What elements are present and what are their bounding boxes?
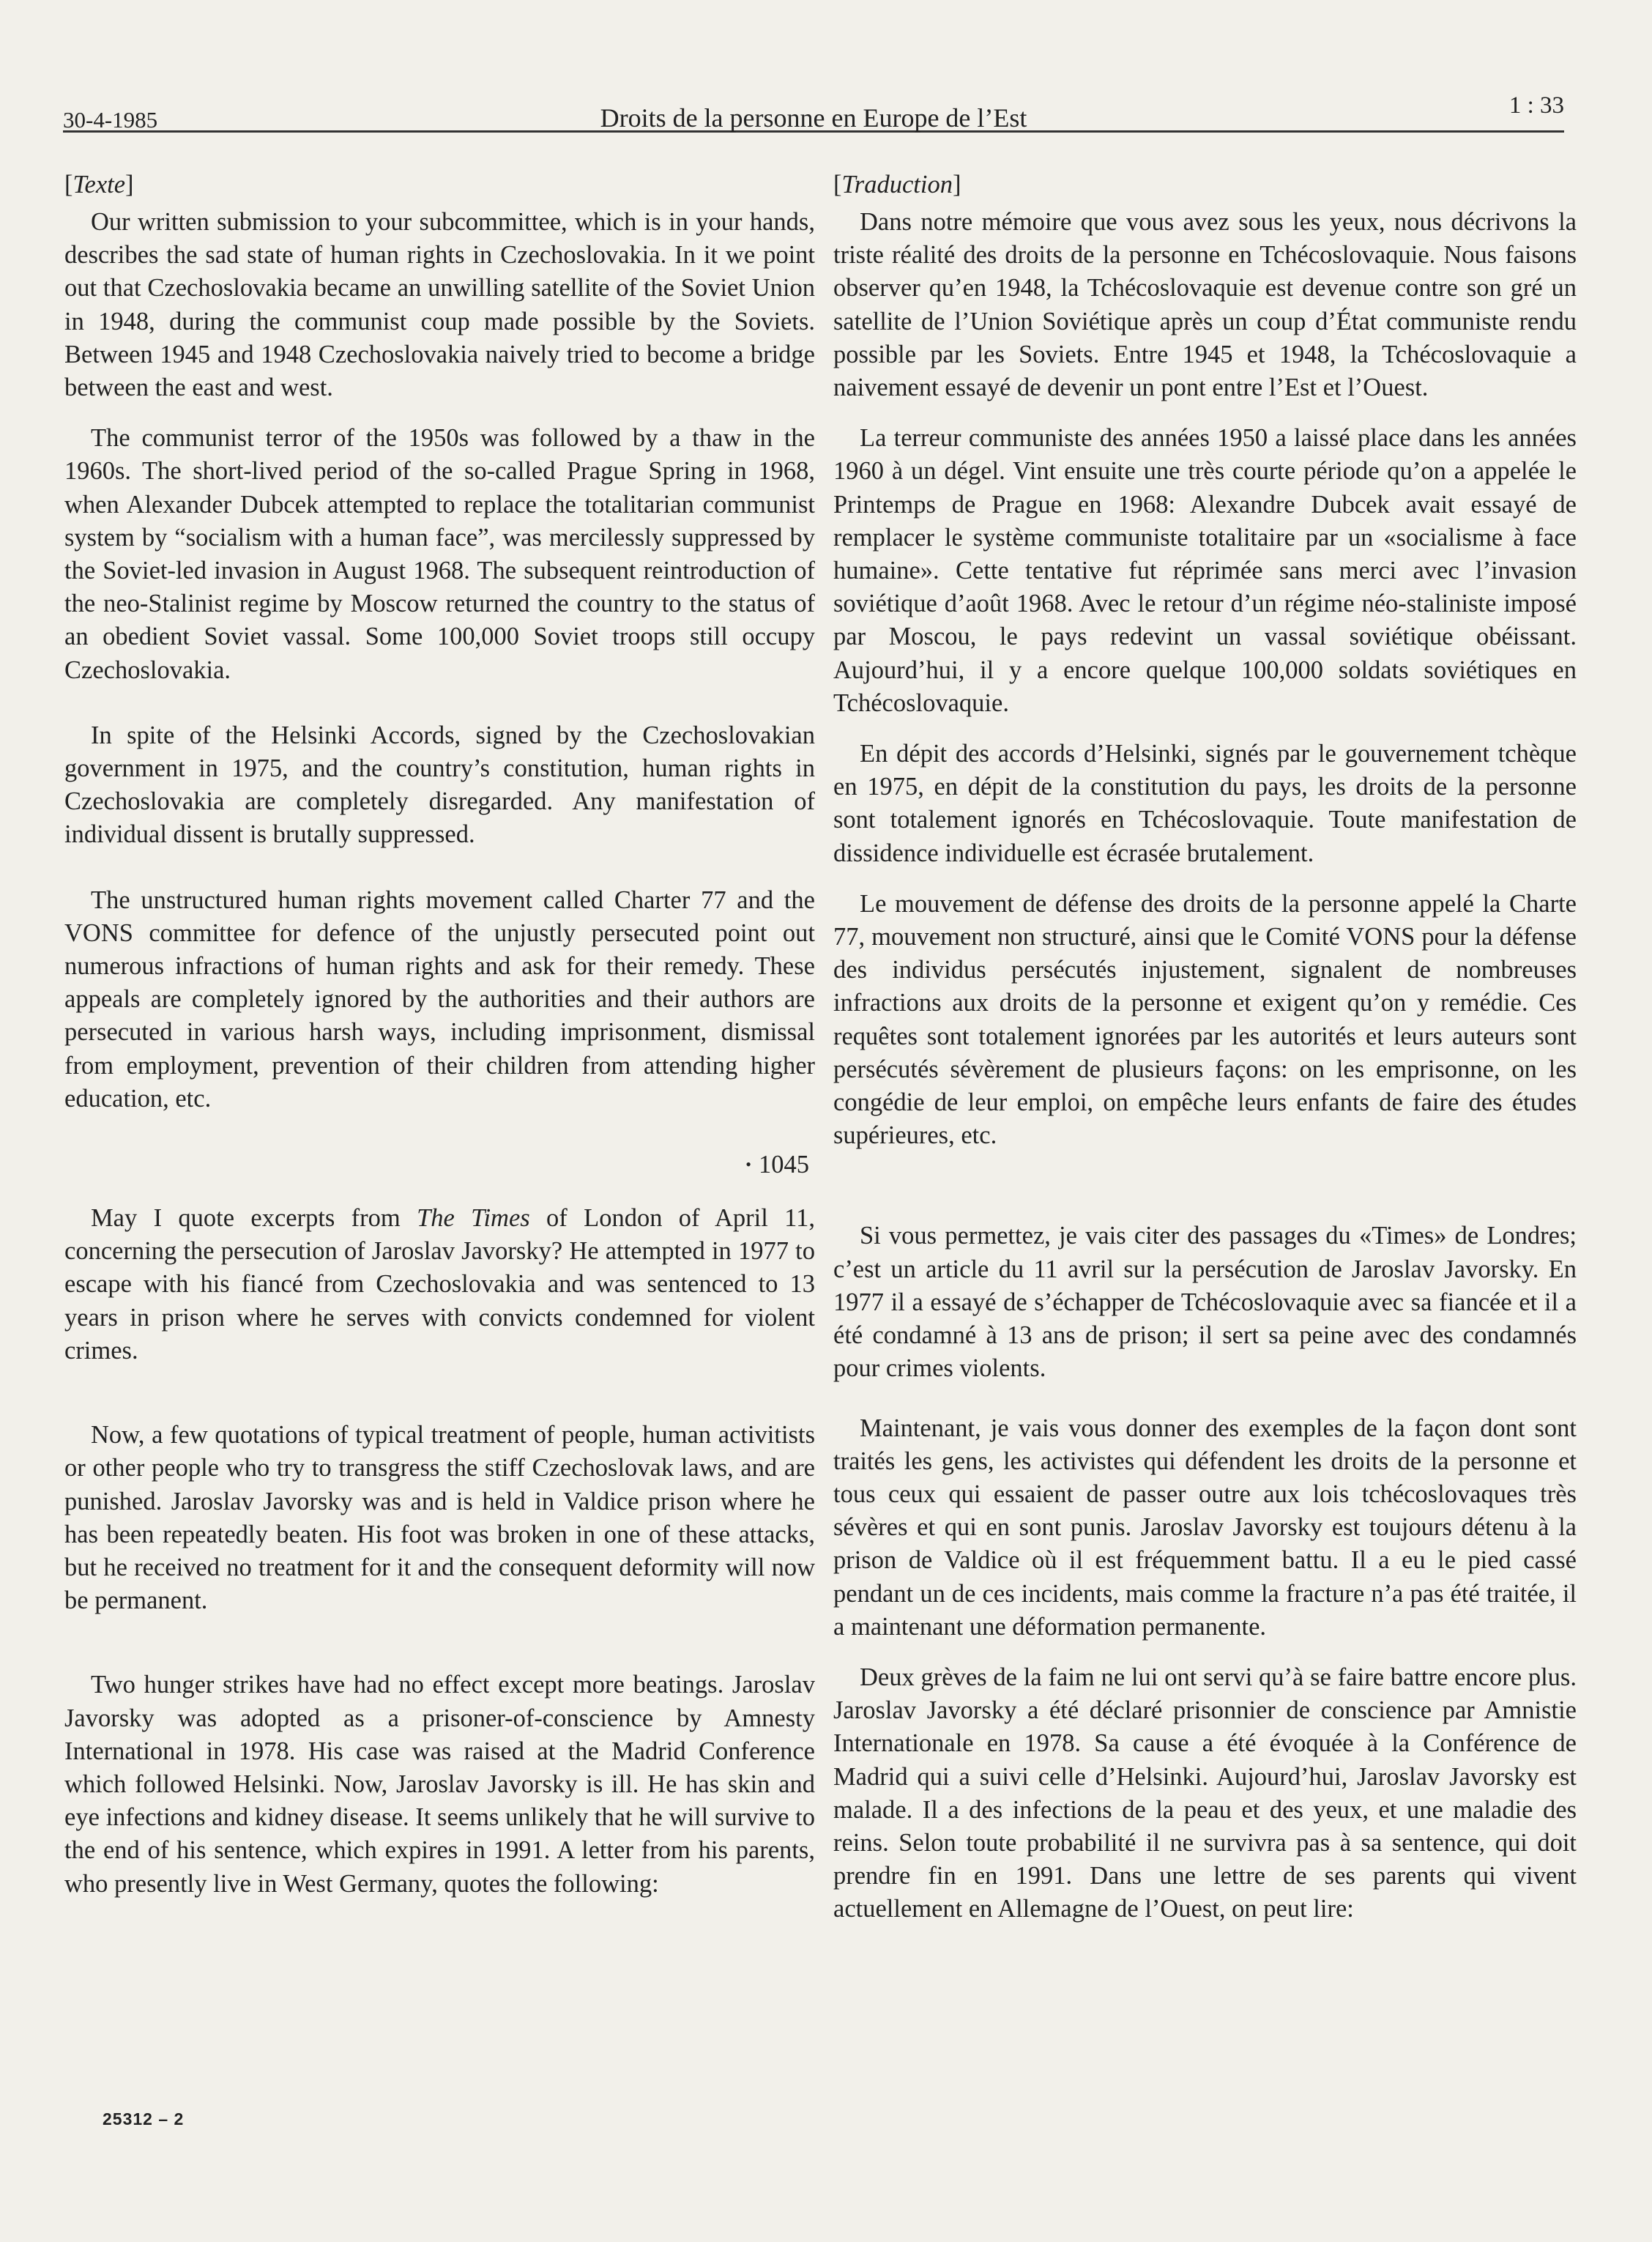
- document-reference-code: 25312 – 2: [103, 2109, 185, 2128]
- paragraph: Deux grèves de la faim ne lui ont servi qu’à se faire battre encore plus. Jaroslav Javorsky a été déclaré prisonnier de conscience par Amnistie Internationale en 1978. Sa cause a été évoquée à la Conférence de Madrid qui a suivi celle d’Helsinki. Aujourd’hui, Jaroslav Javorsky est malade. Il a des infections de la peau et des yeux, et une maladie des reins. Selon toute probabilité il ne survivra pas à sa sentence, qui doit prendre fin en 1991. Dans une lettre de ses parents qui vivent actuellement en Allemagne de l’Ouest, on peut lire:: [833, 1663, 1577, 1923]
- paragraph: En dépit des accords d’Helsinki, signés par le gouvernement tchèque en 1975, en dépit de la constitution du pays, les droits de la personne sont totalement ignorés en Tchécoslovaquie. Toute manifestation de dissidence individuelle est écrasée brutalement.: [833, 740, 1577, 867]
- paragraph: The communist terror of the 1950s was followed by a thaw in the 1960s. The short-lived period of the so-called Prague Spring in 1968, when Alexander Dubcek attempted to replace the totalitarian communist system by “socialism with a human face”, was mercilessly suppressed by the Soviet-led invasion in August 1968. The subsequent reintroduction of the neo-Stalinist regime by Moscow returned the country to the status of an obedient Soviet vassal. Some 100,000 Soviet troops still occupy Czechoslovakia.: [64, 424, 815, 684]
- paragraph: In spite of the Helsinki Accords, signed by the Czechoslovakian government in 1975, and the country’s constitution, human rights in Czechoslovakia are completely disregarded. Any manifestation of individual dissent is brutally suppressed.: [64, 721, 815, 849]
- bullet-symbol: •: [745, 1155, 751, 1174]
- paragraph: Maintenant, je vais vous donner des exemples de la façon dont sont traités les gens, les activistes qui défendent les droits de la personne et tous ceux qui essaient de passer outre aux lois tchécoslovaques très sévères et qui en sont punis. Jaroslav Javorsky est toujours détenu à la prison de Valdice où il est fréquemment battu. Il a eu le pied cassé pendant un de ces incidents, mais comme la fracture n’a pas été traitée, il a maintenant une déformation permanente.: [833, 1414, 1577, 1641]
- paragraph: [64, 1202, 815, 1367]
- column-heading-traduction: [833, 168, 1577, 201]
- heading-bracket-close: ]: [952, 171, 961, 198]
- column-french-translation: [833, 168, 1577, 1926]
- heading-bracket-open: [: [833, 171, 842, 198]
- hansard-time-marker: [64, 1148, 815, 1181]
- paragraph: Two hunger strikes have had no effect except more beatings. Jaroslav Javorsky was adopted as a prisoner-of-conscience by Amnesty International in 1978. His case was raised at the Madrid Conference which followed Helsinki. Now, Jaroslav Javorsky is ill. He has skin and eye infections and kidney disease. It seems unlikely that he will survive to the end of his sentence, which expires in 1991. A letter from his parents, who presently live in West Germany, quotes the following:: [64, 1671, 815, 1898]
- paragraph: Dans notre mémoire que vous avez sous les yeux, nous décrivons la triste réalité des droits de la personne en Tchécoslovaquie. Nous faisons observer qu’en 1948, la Tchécoslovaquie est devenue contre son gré un satellite de l’Union Soviétique après un coup d’État communiste rendu possible par les Soviets. Entre 1945 et 1948, la Tchécoslovaquie a naivement essayé de devenir un pont entre l’Est et l’Ouest.: [833, 208, 1577, 402]
- paragraph: The unstructured human rights movement called Charter 77 and the VONS committee for defence of the unjustly persecuted point out numerous infractions of human rights and ask for their remedy. These appeals are completely ignored by the authorities and their authors are persecuted in various harsh ways, including imprisonment, dismissal from employment, prevention of their children from attending higher education, etc.: [64, 886, 815, 1113]
- paragraph: La terreur communiste des années 1950 a laissé place dans les années 1960 à un dégel. Vint ensuite une très courte période qu’on a appelée le Printemps de Prague en 1968: Alexandre Dubcek avait essayé de remplacer le système communiste totalitaire par un «socialisme à face humaine». Cette tentative fut réprimée sans merci avec l’invasion soviétique d’août 1968. Avec le retour d’un régime néo-staliniste imposé par Moscou, le pays redevint un vassal soviétique obéissant. Aujourd’hui, il y a encore quelque 100,000 soldats soviétiques en Tchécoslovaquie.: [833, 424, 1577, 717]
- column-english-text: [64, 168, 815, 1901]
- newspaper-title: The Times: [417, 1204, 530, 1233]
- paragraph: Si vous permettez, je vais citer des passages du «Times» de Londres; c’est un article du 11 avril sur la persécution de Jaroslav Javorsky. En 1977 il a essayé de s’échapper de Tchécoslovaquie avec sa fiancée et il a été condamné à 13 ans de prison; il sert sa peine avec des condamnés pour crimes violents.: [833, 1222, 1577, 1383]
- paragraph: Le mouvement de défense des droits de la personne appelé la Charte 77, mouvement non structuré, ainsi que le Comité VONS pour la défense des individus persécutés injustement, signalent de nombreuses infractions aux droits de la personne et exigent qu’on y remédie. Ces requêtes sont totalement ignorées par les autorités et leurs auteurs sont persécutés sévèrement de plusieurs façons: on les emprisonne, on les congédie de leur emploi, on empêche leurs enfants de faire des études supérieures, etc.: [833, 889, 1577, 1150]
- header-page-number: 1 : 33: [1508, 92, 1564, 119]
- marker-number: 1045: [759, 1151, 809, 1179]
- paragraph: Our written submission to your subcommittee, which is in your hands, describes the sad state of human rights in Czechoslovakia. In it we point out that Czechoslovakia became an unwilling satellite of the Soviet Union in 1948, during the communist coup made possible by the Soviets. Between 1945 and 1948 Czechoslovakia naively tried to become a bridge between the east and west.: [64, 208, 815, 402]
- heading-label: Texte: [72, 171, 126, 198]
- heading-bracket-close: ]: [125, 171, 134, 198]
- paragraph-text: May I quote excerpts from: [91, 1204, 417, 1233]
- header-date: 30-4-1985: [63, 107, 158, 133]
- paragraph-text: of London of April 11, concerning the persecution of Jaroslav Javorsky? He attempted in 1977 to escape with his fiancé from Czechoslovakia and was sentenced to 13 years in prison where he serves with convicts condemned for violent crimes.: [64, 1204, 815, 1365]
- heading-bracket-open: [: [64, 171, 73, 198]
- header-title: Droits de la personne en Europe de l’Est: [600, 103, 1027, 133]
- column-heading-texte: [64, 168, 815, 201]
- page-header: [63, 86, 1564, 133]
- paragraph: Now, a few quotations of typical treatment of people, human activitists or other people who try to transgress the stiff Czechoslovak laws, and are punished. Jaroslav Javorsky was and is held in Valdice prison where he has been repeatedly beaten. His foot was broken in one of these attacks, but he received no treatment for it and the consequent deformity will now be permanent.: [64, 1421, 815, 1615]
- heading-label: Traduction: [841, 171, 953, 198]
